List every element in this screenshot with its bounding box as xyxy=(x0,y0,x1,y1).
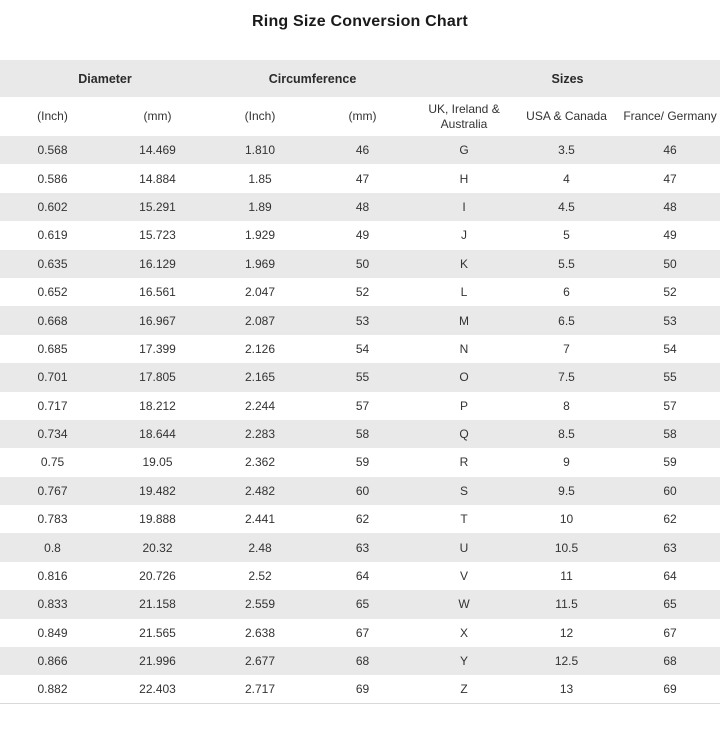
column-header-france-germany: France/ Germany xyxy=(623,109,717,123)
table-cell: 0.734 xyxy=(37,427,68,442)
column-header-circumference-mm: (mm) xyxy=(348,109,377,123)
table-cell: 5.5 xyxy=(558,256,575,271)
table-cell: 7.5 xyxy=(558,370,575,385)
table-cell: 19.482 xyxy=(139,483,176,498)
table-cell: 2.482 xyxy=(244,483,276,498)
table-cell: 2.126 xyxy=(244,341,276,356)
table-cell: 2.717 xyxy=(244,682,276,697)
table-cell: 46 xyxy=(663,143,677,158)
table-cell: 2.559 xyxy=(244,597,276,612)
table-cell: 7 xyxy=(563,341,570,356)
table-cell: 11.5 xyxy=(555,597,578,612)
table-cell: 6 xyxy=(563,285,570,300)
table-row xyxy=(0,278,720,306)
table-cell: 10 xyxy=(559,512,574,527)
table-cell: L xyxy=(460,285,468,300)
group-header-circumference: Circumference xyxy=(268,71,357,86)
table-cell: 2.52 xyxy=(248,569,272,584)
table-cell: U xyxy=(459,540,469,555)
table-cell: 0.701 xyxy=(37,370,68,385)
table-row xyxy=(0,477,720,505)
table-cell: 1.929 xyxy=(244,228,276,243)
table-cell: 2.677 xyxy=(244,654,276,669)
table-cell: 20.726 xyxy=(139,569,176,584)
table-cell: S xyxy=(460,483,469,498)
table-cell: W xyxy=(458,597,470,612)
table-cell: 48 xyxy=(355,199,370,214)
table-cell: Q xyxy=(459,427,469,442)
table-cell: 0.833 xyxy=(37,597,68,612)
table-cell: 0.849 xyxy=(37,625,68,640)
table-cell: X xyxy=(460,625,469,640)
table-cell: 22.403 xyxy=(139,682,176,697)
table-cell: 16.967 xyxy=(139,313,176,328)
table-cell: 6.5 xyxy=(558,313,575,328)
table-row xyxy=(0,392,720,420)
table-cell: 63 xyxy=(355,540,370,555)
table-cell: 64 xyxy=(355,569,370,584)
table-cell: 60 xyxy=(663,483,677,498)
table-cell: 0.767 xyxy=(37,483,68,498)
table-cell: 2.047 xyxy=(244,285,276,300)
table-cell: 19.05 xyxy=(142,455,173,470)
table-cell: 0.602 xyxy=(37,199,68,214)
table-cell: 21.565 xyxy=(139,625,176,640)
table-cell: 57 xyxy=(663,398,677,413)
table-cell: M xyxy=(459,313,470,328)
table-cell: 69 xyxy=(663,682,677,697)
table-cell: 19.888 xyxy=(139,512,176,527)
group-header-sizes: Sizes xyxy=(551,71,584,86)
table-cell: 62 xyxy=(663,512,677,527)
table-cell: 53 xyxy=(663,313,677,328)
table-cell: 14.884 xyxy=(139,171,176,186)
table-cell: 2.441 xyxy=(244,512,276,527)
table-cell: 0.882 xyxy=(37,682,68,697)
column-header-diameter-mm: (mm) xyxy=(143,109,172,123)
table-row xyxy=(0,533,720,561)
table-row xyxy=(0,136,720,164)
table-cell: 1.89 xyxy=(248,199,272,214)
table-row xyxy=(0,505,720,533)
table-cell: 67 xyxy=(355,625,370,640)
table-cell: 53 xyxy=(355,313,370,328)
table-cell: 18.644 xyxy=(139,427,176,442)
table-cell: O xyxy=(459,370,469,385)
table-cell: 15.723 xyxy=(139,228,176,243)
table-cell: 4 xyxy=(563,171,570,186)
table-cell: 2.638 xyxy=(244,625,276,640)
table-row xyxy=(0,335,720,363)
table-cell: 2.362 xyxy=(244,455,276,470)
table-cell: 0.619 xyxy=(37,228,68,243)
table-cell: 14.469 xyxy=(139,143,176,158)
table-cell: 46 xyxy=(355,143,370,158)
table-cell: 64 xyxy=(663,569,677,584)
table-cell: 0.8 xyxy=(44,540,61,555)
table-row xyxy=(0,306,720,334)
table-cell: 68 xyxy=(663,654,677,669)
table-cell: 50 xyxy=(663,256,677,271)
table-cell: 65 xyxy=(663,597,677,612)
table-cell: 1.969 xyxy=(244,256,276,271)
table-cell: 12 xyxy=(559,625,574,640)
table-cell: 63 xyxy=(663,540,677,555)
table-cell: V xyxy=(460,569,469,584)
table-cell: Y xyxy=(460,654,469,669)
table-cell: 13 xyxy=(559,682,574,697)
table-cell: 54 xyxy=(355,341,370,356)
table-cell: 62 xyxy=(355,512,370,527)
table-cell: 0.75 xyxy=(40,455,65,470)
table-cell: K xyxy=(460,256,469,271)
table-cell: 59 xyxy=(355,455,370,470)
table-cell: 54 xyxy=(663,341,677,356)
table-cell: 8 xyxy=(563,398,570,413)
table-cell: 17.805 xyxy=(139,370,176,385)
table-cell: R xyxy=(459,455,469,470)
table-cell: 3.5 xyxy=(558,143,575,158)
table-cell: 0.816 xyxy=(37,569,68,584)
table-cell: 2.165 xyxy=(244,370,276,385)
table-cell: 12.5 xyxy=(554,654,579,669)
table-cell: 55 xyxy=(663,370,677,385)
table-row xyxy=(0,562,720,590)
table-cell: 0.652 xyxy=(37,285,68,300)
table-cell: 21.158 xyxy=(139,597,176,612)
table-cell: 2.244 xyxy=(244,398,276,413)
table-row xyxy=(0,590,720,618)
table-cell: 68 xyxy=(355,654,370,669)
table-row xyxy=(0,448,720,476)
table-body xyxy=(0,136,720,704)
column-header-usa-canada: USA & Canada xyxy=(526,109,607,123)
column-header-diameter-inch: (Inch) xyxy=(37,109,68,123)
table-cell: 57 xyxy=(355,398,370,413)
table-cell: 47 xyxy=(355,171,370,186)
table-cell: 1.85 xyxy=(248,171,272,186)
table-cell: 67 xyxy=(663,625,677,640)
table-row xyxy=(0,363,720,391)
table-cell: P xyxy=(460,398,469,413)
table-row xyxy=(0,420,720,448)
table-row xyxy=(0,164,720,192)
group-header-diameter: Diameter xyxy=(78,71,132,86)
table-cell: 4.5 xyxy=(558,199,575,214)
table-cell: 0.866 xyxy=(37,654,68,669)
table-cell: H xyxy=(459,171,469,186)
table-row xyxy=(0,675,720,703)
group-header-row xyxy=(0,60,720,97)
page-title: Ring Size Conversion Chart xyxy=(252,13,468,30)
table-cell: 52 xyxy=(663,285,677,300)
table-cell: 65 xyxy=(355,597,370,612)
table-cell: 49 xyxy=(663,228,677,243)
table-cell: 1.810 xyxy=(244,143,276,158)
table-cell: I xyxy=(462,199,466,214)
column-header-uk-ireland-australia: UK, Ireland & Australia xyxy=(428,101,500,131)
table-cell: 47 xyxy=(663,171,677,186)
table-cell: G xyxy=(459,143,469,158)
table-cell: 9 xyxy=(563,455,570,470)
table-cell: 59 xyxy=(663,455,677,470)
column-header-circumference-inch: (Inch) xyxy=(244,109,276,123)
table-cell: 2.48 xyxy=(248,540,272,555)
table-row xyxy=(0,619,720,647)
table-cell: 2.087 xyxy=(244,313,276,328)
table-cell: 48 xyxy=(663,199,677,214)
table-cell: 0.635 xyxy=(37,256,68,271)
table-cell: 5 xyxy=(563,228,570,243)
table-cell: 0.783 xyxy=(37,512,68,527)
table-cell: 50 xyxy=(355,256,370,271)
table-cell: 49 xyxy=(355,228,370,243)
table-cell: Z xyxy=(460,682,468,697)
table-cell: 58 xyxy=(663,427,677,442)
table-row xyxy=(0,193,720,221)
table-cell: 0.568 xyxy=(37,143,68,158)
table-cell: 58 xyxy=(355,427,370,442)
table-cell: 69 xyxy=(355,682,370,697)
table-cell: 55 xyxy=(355,370,370,385)
table-row xyxy=(0,647,720,675)
table-cell: 52 xyxy=(355,285,370,300)
table-cell: T xyxy=(460,512,468,527)
table-cell: N xyxy=(459,341,469,356)
table-cell: 8.5 xyxy=(558,427,575,442)
table-cell: 0.685 xyxy=(37,341,68,356)
table-cell: 17.399 xyxy=(139,341,176,356)
table-cell: 21.996 xyxy=(139,654,176,669)
table-cell: 18.212 xyxy=(139,398,176,413)
table-row xyxy=(0,221,720,249)
table-cell: 2.283 xyxy=(244,427,276,442)
table-row xyxy=(0,250,720,278)
table-cell: 15.291 xyxy=(139,199,176,214)
table-cell: 11 xyxy=(560,569,573,584)
table-cell: 0.586 xyxy=(37,171,68,186)
table-cell: 0.668 xyxy=(37,313,68,328)
table-cell: 20.32 xyxy=(142,540,173,555)
column-header-row xyxy=(0,97,720,136)
table-cell: 60 xyxy=(355,483,370,498)
table-cell: 16.129 xyxy=(139,256,176,271)
table-cell: 0.717 xyxy=(37,398,68,413)
ring-size-conversion-table xyxy=(0,60,720,704)
table-cell: 10.5 xyxy=(554,540,579,555)
table-cell: 9.5 xyxy=(558,483,575,498)
table-cell: J xyxy=(461,228,468,243)
table-cell: 16.561 xyxy=(139,285,176,300)
